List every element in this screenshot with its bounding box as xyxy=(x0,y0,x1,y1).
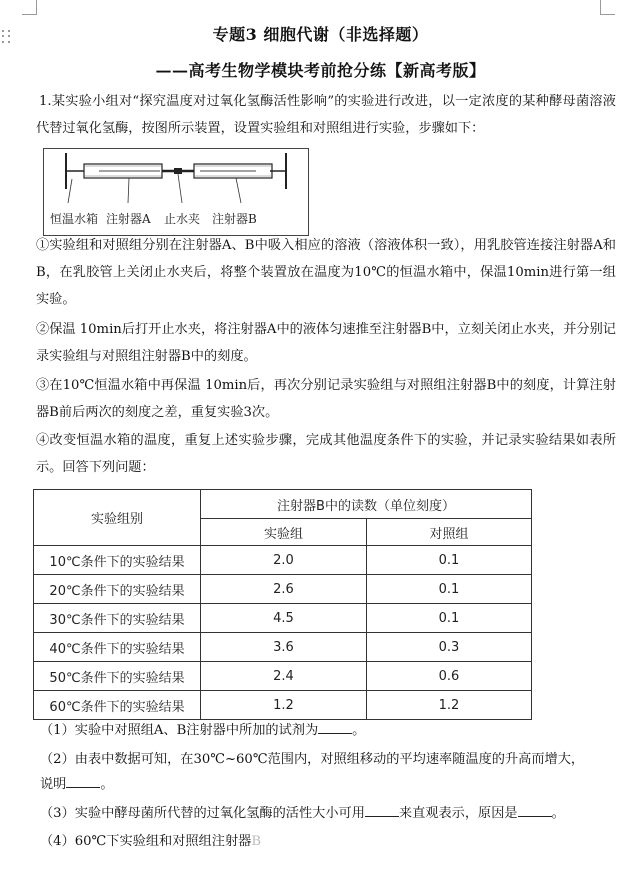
row-label: 50℃条件下的实验结果 xyxy=(34,662,201,691)
control-value: 0.1 xyxy=(367,575,532,604)
label-syringe-b: 注射器B xyxy=(212,212,257,226)
row-label: 60℃条件下的实验结果 xyxy=(34,691,201,720)
answer-blank[interactable] xyxy=(318,720,352,734)
sub-question-4: （4）60℃下实验组和对照组注射器B xyxy=(40,834,262,849)
control-value: 0.6 xyxy=(367,662,532,691)
experimental-value: 2.6 xyxy=(201,575,367,604)
row-label: 40℃条件下的实验结果 xyxy=(34,633,201,662)
step-2: ②保温 10min后打开止水夹，将注射器A中的液体匀速推至注射器B中，立刻关闭止水夹，并分别记录实验组与对照组注射器B中的刻度。 xyxy=(36,322,616,364)
experimental-value: 2.0 xyxy=(201,546,367,575)
table-row xyxy=(34,604,532,633)
document-title: 专题3 细胞代谢（非选择题） xyxy=(212,25,429,44)
answer-blank[interactable] xyxy=(66,774,100,788)
sub-question-2-continued: 说明 。 xyxy=(40,774,620,795)
sub-question-2: （2）由表中数据可知，在30℃~60℃范围内，对照组移动的平均速率随温度的升高而增大， xyxy=(40,752,585,767)
table-row xyxy=(34,691,532,720)
answer-blank[interactable] xyxy=(365,803,399,817)
sub-question-3: （3）实验中酵母菌所代替的过氧化氢酶的活性大小可用 来直观表示，原因是 。 xyxy=(40,803,620,824)
answer-blank[interactable] xyxy=(518,803,552,817)
header-group: 实验组别 xyxy=(34,490,201,546)
crop-mark-top-left xyxy=(22,0,37,15)
label-syringe-a: 注射器A xyxy=(106,212,151,226)
table-row xyxy=(34,662,532,691)
header-reading: 注射器B中的读数（单位刻度） xyxy=(201,490,532,519)
label-water-tank: 恒温水箱 xyxy=(50,212,99,226)
question-intro: 1.某实验小组对“探究温度对过氧化氢酶活性影响”的实验进行改进，以一定浓度的某种酵母菌溶液代替过氧化氢酶，按图所示装置，设置实验组和对照组进行实验，步骤如下： xyxy=(36,94,616,136)
header-experimental: 实验组 xyxy=(201,519,367,546)
table-row xyxy=(34,575,532,604)
control-value: 1.2 xyxy=(367,691,532,720)
experimental-value: 3.6 xyxy=(201,633,367,662)
document-subtitle: ——高考生物学模块考前抢分练【新高考版】 xyxy=(155,61,486,80)
table-row xyxy=(34,546,532,575)
row-label: 10℃条件下的实验结果 xyxy=(34,546,201,575)
control-value: 0.1 xyxy=(367,546,532,575)
crop-mark-top-right xyxy=(600,0,615,15)
experimental-value: 2.4 xyxy=(201,662,367,691)
row-label: 30℃条件下的实验结果 xyxy=(34,604,201,633)
header-control: 对照组 xyxy=(367,519,532,546)
control-value: 0.3 xyxy=(367,633,532,662)
results-table xyxy=(33,489,532,720)
table-header-row xyxy=(34,490,532,519)
step-4: ④改变恒温水箱的温度，重复上述实验步骤，完成其他温度条件下的实验，并记录实验结果如表所示。回答下列问题： xyxy=(36,433,616,475)
sub-question-1: （1）实验中对照组A、B注射器中所加的试剂为 。 xyxy=(40,720,620,741)
row-label: 20℃条件下的实验结果 xyxy=(34,575,201,604)
table-row xyxy=(34,633,532,662)
experimental-value: 1.2 xyxy=(201,691,367,720)
label-water-clamp: 止水夹 xyxy=(164,212,201,226)
experimental-value: 4.5 xyxy=(201,604,367,633)
control-value: 0.1 xyxy=(367,604,532,633)
step-3: ③在10℃恒温水箱中再保温 10min后，再次分别记录实验组与对照组注射器B中的刻度，计算注射器B前后两次的刻度之差，重复实验3次。 xyxy=(36,378,616,420)
step-1: ①实验组和对照组分别在注射器A、B中吸入相应的溶液（溶液体积一致），用乳胶管连接注射器A和B，在乳胶管上关闭止水夹后，将整个装置放在温度为10℃的恒温水箱中，保温10min进行第一组实验。 xyxy=(36,238,616,307)
